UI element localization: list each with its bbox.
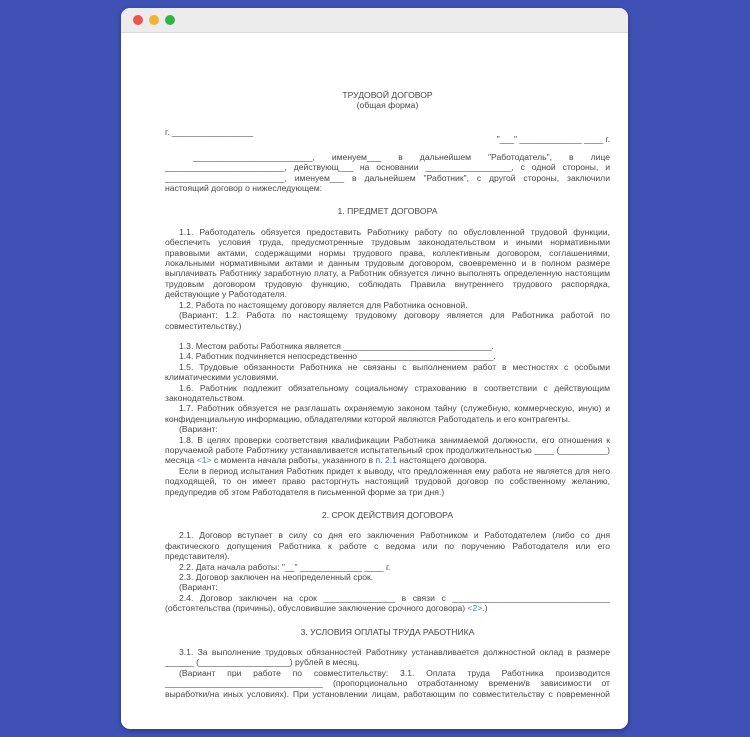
paragraph xyxy=(165,351,610,361)
paragraph-text: 1.5. Трудовые обязанности Работника не связаны с выполнением работ в местностях с особыми климатическими условиями. xyxy=(165,361,610,383)
paragraph-text: 1.1. Работодатель обязуется предоставить Работнику работу по обусловленной трудовой функции, обеспечить условия труда, предусмотренные трудовым законодательством и иными нормативными правовыми актами, содержащими нормы трудового права, коллективным договором, соглашениями, локальными нормативными актами и данным трудовым договором, своевременно и в полном размере выплачивать Работнику заработную плату, а Работник обязуется лично выполнять определенную настоящим трудовым договором трудовую функцию, соблюдать Правила внутреннего трудового распорядка, действующие у Работодателя. xyxy=(165,226,610,300)
paragraph xyxy=(165,362,610,383)
preamble-paragraph: _________________________, именуем___ в дальнейшем "Работодатель", в лице _________________________, действующ___ на основании __________________, с одной стороны, и _________________________, именуем___ в дальнейшем "Работник", с другой стороны, заключили настоящий договор о нижеследующем: xyxy=(165,151,610,194)
paragraph-text: 1.2. Работа по настоящему договору является для Работника основной. xyxy=(179,299,468,310)
paragraph-text: 1.7. Работник обязуется не разглашать охраняемую законом тайну (служебную, коммерческую, иную) и конфиденциальную информацию, обладателями которой являются Работодатель и его контрагенты. xyxy=(165,403,610,424)
zoom-button[interactable] xyxy=(165,15,175,25)
section-heading: 2. СРОК ДЕЙСТВИЯ ДОГОВОРА xyxy=(321,510,454,520)
paragraph-text: 1.3. Местом работы Работника является _______________________________. xyxy=(179,340,494,351)
paragraph xyxy=(165,466,610,497)
browser-window xyxy=(121,8,628,729)
footnote-reference-link[interactable]: <2> xyxy=(467,603,483,614)
paragraph xyxy=(165,300,610,310)
section-heading: 3. УСЛОВИЯ ОПЛАТЫ ТРУДА РАБОТНИКА xyxy=(300,626,475,637)
paragraph-text: 3.1. За выполнение трудовых обязанностей Работнику устанавливается должностной оклад в размере ______ (___________________) рублей в месяц. xyxy=(165,647,610,668)
paragraph xyxy=(165,647,610,668)
close-button[interactable] xyxy=(133,15,143,25)
paragraph xyxy=(165,530,610,561)
contract-document xyxy=(121,33,628,699)
paragraph-text: .) xyxy=(482,603,488,614)
paragraph xyxy=(165,668,610,699)
paragraph xyxy=(165,562,610,572)
paragraph xyxy=(165,424,610,434)
contract-sections xyxy=(165,206,610,699)
paragraph-text: (Вариант: 1.2. Работа по настоящему трудовому договору является для Работника работой по совместительству.) xyxy=(165,310,610,331)
paragraph xyxy=(165,435,610,466)
paragraph-text: 2.1. Договор вступает в силу со дня его заключения Работником и Работодателем (либо со дня фактического допущения Работника к работе с ведома или по поручению Работодателя или его представителя). xyxy=(165,530,610,562)
paragraph-text: (Вариант при работе по совместительству: 3.1. Оплата труда Работника производится _________________________________ (пропорционально отработанному времени/в зависимости от выработки/на иных условиях). При установлении лицам, работающим по совместительству с повременной xyxy=(165,667,610,699)
paragraph-text: (Вариант: xyxy=(179,424,218,435)
city-date-row xyxy=(165,127,610,149)
paragraph-text: с момента начала работы, указанного в xyxy=(211,455,376,466)
paragraph xyxy=(165,593,610,614)
paragraph-text: 2.3. Договор заключен на неопределенный срок. xyxy=(179,572,374,583)
date-blank-line: "___" _____________ ____ г. xyxy=(496,133,610,144)
document-title: ТРУДОВОЙ ДОГОВОР xyxy=(342,90,433,100)
paragraph xyxy=(165,383,610,404)
paragraph-text: 1.6. Работник подлежит обязательному социальному страхованию в соответствии с действующим законодательством. xyxy=(165,382,610,403)
paragraph xyxy=(165,582,610,592)
document-cross-link[interactable]: п. 2.1 xyxy=(375,455,397,466)
paragraph-text: настоящего договора. xyxy=(396,455,487,466)
paragraph-text: 2.4. Договор заключен на срок _______________ в связи с _________________________________ (обстоятельства (причины), обусловившие заключение срочного договора) xyxy=(165,592,610,614)
paragraph-text: 1.4. Работник подчиняется непосредственно ____________________________. xyxy=(179,351,496,362)
paragraph-text: 2.2. Дата начала работы: "__" _____________ ____ г. xyxy=(179,561,391,572)
document-subtitle: (общая форма) xyxy=(356,100,419,111)
footnote-reference-link[interactable]: <1> xyxy=(196,455,212,466)
paragraph-text: Если в период испытания Работник придет к выводу, что предложенная ему работа не является для него подходящей, то он имеет право расторгнуть настоящий трудовой договор по собственному желанию, предупредив об этом Работодателя в письменной форме за три дня.) xyxy=(165,465,610,497)
city-blank-line: г. _________________ xyxy=(165,126,254,137)
paragraph-text: (Вариант: xyxy=(179,582,218,593)
paragraph xyxy=(165,341,610,351)
window-titlebar xyxy=(121,8,628,33)
paragraph xyxy=(165,310,610,331)
paragraph-text: 1.8. В целях проверки соответствия квалификации Работника занимаемой должности, его отношения к поручаемой работе Работнику устанавливается испытательный срок продолжительностью ____ (__________) месяца xyxy=(165,434,610,466)
section-heading: 1. ПРЕДМЕТ ДОГОВОРА xyxy=(337,206,438,217)
paragraph xyxy=(165,227,610,300)
paragraph xyxy=(165,572,610,582)
paragraph xyxy=(165,403,610,424)
minimize-button[interactable] xyxy=(149,15,159,25)
